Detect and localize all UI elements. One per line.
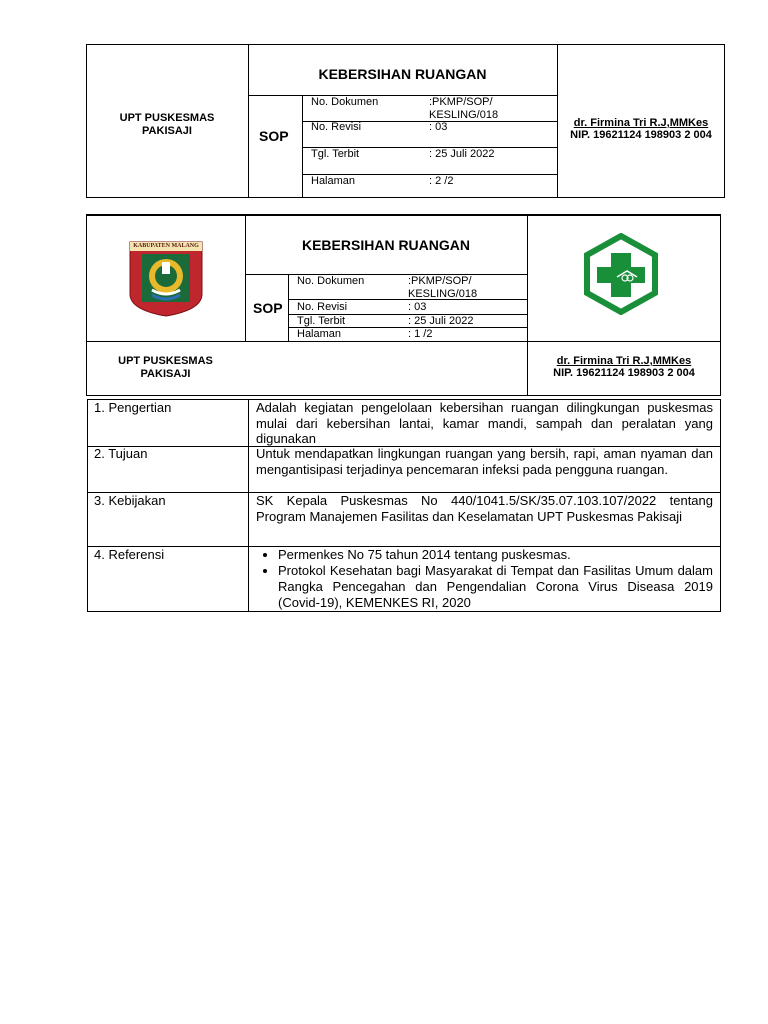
issue-date-value: : 25 Juli 2022 (429, 148, 495, 160)
org-name: UPT PUSKESMAS PAKISAJI (119, 112, 215, 137)
reference-item: • Protokol Kesehatan bagi Masyarakat di Tempat dan Fasilitas Umum dalam Rangka Pencegahan dan Pengendalian Corona Virus Diseasa 2019 (Covid-19), KEMENKES RI, 2020 (278, 563, 713, 611)
doc-number-value: :PKMP/SOP/ KESLING/018 (429, 96, 499, 121)
section-label-kebijakan: 3. Kebijakan (94, 493, 166, 508)
document-title-2: KEBERSIHAN RUANGAN (301, 237, 470, 253)
page-label: Halaman (311, 175, 356, 187)
kabupaten-malang-logo (126, 238, 206, 318)
revision-label-2: No. Revisi (297, 301, 348, 313)
issue-date-label-2: Tgl. Terbit (297, 315, 346, 327)
doc-number-label: No. Dokumen (311, 96, 379, 108)
reference-list (250, 547, 713, 611)
doc-number-label-2: No. Dokumen (297, 275, 365, 287)
section-label-pengertian: 1. Pengertian (94, 400, 172, 415)
issue-date-label: Tgl. Terbit (311, 148, 360, 160)
revision-label: No. Revisi (311, 121, 362, 133)
section-label-referensi: 4. Referensi (94, 547, 165, 562)
signer-nip: NIP. 19621124 198903 2 004 (570, 129, 712, 141)
reference-item: • Permenkes No 75 tahun 2014 tentang puskesmas. (278, 547, 713, 563)
logo-caption: KABUPATEN MALANG (133, 243, 199, 249)
section-label-tujuan: 2. Tujuan (94, 446, 148, 461)
signer-nip-2: NIP. 19621124 198903 2 004 (553, 367, 695, 379)
revision-value: : 03 (429, 121, 448, 133)
document-title: KEBERSIHAN RUANGAN (318, 66, 487, 82)
page-label-2: Halaman (297, 328, 342, 340)
section-text-tujuan: Untuk mendapatkan lingkungan ruangan yang bersih, rapi, aman nyaman dan mengantisipasi terjadinya pencemaran infeksi pada pengguna ruangan. (256, 446, 713, 477)
section-text-kebijakan: SK Kepala Puskesmas No 440/1041.5/SK/35.07.103.107/2022 tentang Program Manajemen Fasilitas dan Keselamatan UPT Puskesmas Pakisaji (256, 493, 713, 524)
revision-value-2: : 03 (408, 301, 427, 313)
issue-date-value-2: : 25 Juli 2022 (408, 315, 474, 327)
signer-name: dr. Firmina Tri R.J,MMKes (573, 117, 709, 129)
section-text-pengertian: Adalah kegiatan pengelolaan kebersihan ruangan dilingkungan puskesmas mulai dari kebersihan lantai, kamar mandi, sampah dan peralatan yang digunakan (256, 400, 713, 446)
sop-label-2: SOP (253, 300, 283, 316)
page-value: : 2 /2 (429, 175, 454, 187)
health-cross-icon (583, 233, 659, 315)
sop-label: SOP (259, 128, 289, 144)
signer-name-2: dr. Firmina Tri R.J,MMKes (556, 355, 692, 367)
page-value-2: : 1 /2 (408, 328, 433, 340)
org-name-2: UPT PUSKESMAS PAKISAJI (118, 355, 213, 380)
doc-number-value-2: :PKMP/SOP/ KESLING/018 (408, 275, 478, 300)
puskesmas-logo (583, 233, 659, 315)
